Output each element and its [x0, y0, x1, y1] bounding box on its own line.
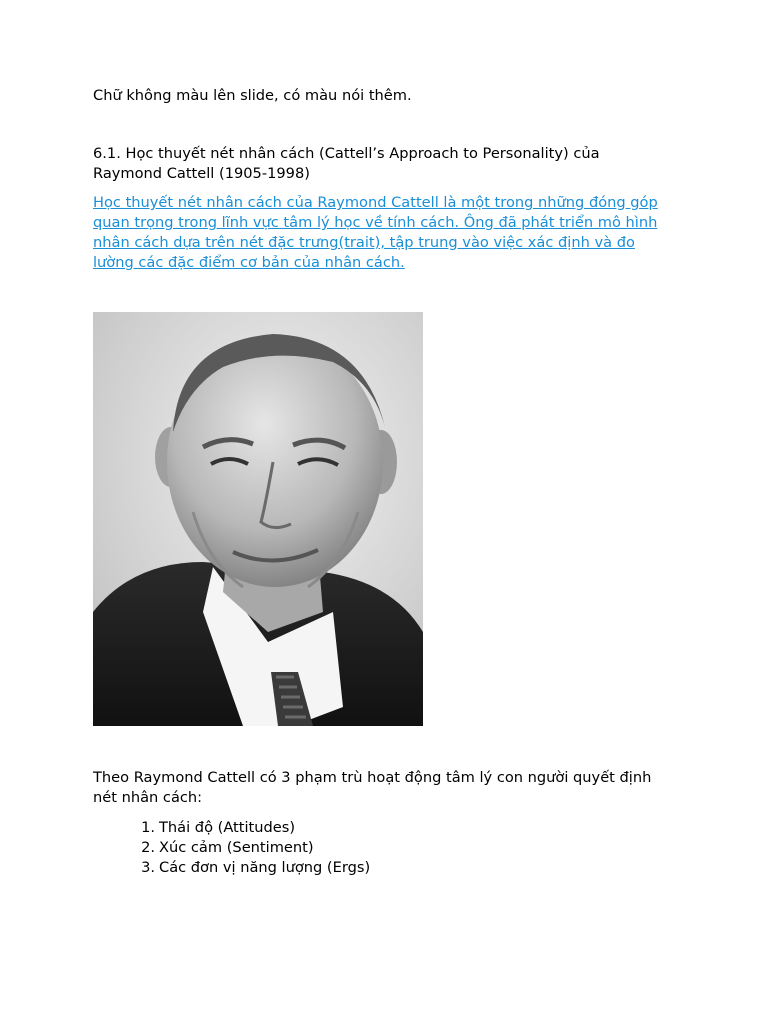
note-paragraph: Chữ không màu lên slide, có màu nói thêm. [93, 87, 412, 104]
link-paragraph [93, 193, 673, 273]
list-text: Xúc cảm (Sentiment) [159, 839, 314, 856]
list-number: 3. [141, 859, 155, 876]
portrait-photo [93, 312, 436, 726]
intro-paragraph: Theo Raymond Cattell có 3 phạm trù hoạt động tâm lý con người quyết định nét nhân cách: [93, 769, 652, 806]
section-heading: 6.1. Học thuyết nét nhân cách (Cattell’s Approach to Personality) của Raymond Cattell (1905-1998) [93, 145, 600, 182]
list-text: Thái độ (Attitudes) [159, 819, 296, 836]
hyperlink[interactable]: Học thuyết nét nhân cách của Raymond Cattell là một trong những đóng góp quan trọng trong lĩnh vực tâm lý học về tính cách. Ông đã phát triển mô hình nhân cách dựa trên nét đặc trưng(trait), tập trung vào việc xác định và đo lường các đặc điểm cơ bản của nhân cách. [93, 194, 658, 271]
list-text: Các đơn vị năng lượng (Ergs) [159, 859, 371, 876]
list-number: 1. [141, 819, 155, 836]
list-number: 2. [141, 839, 155, 856]
